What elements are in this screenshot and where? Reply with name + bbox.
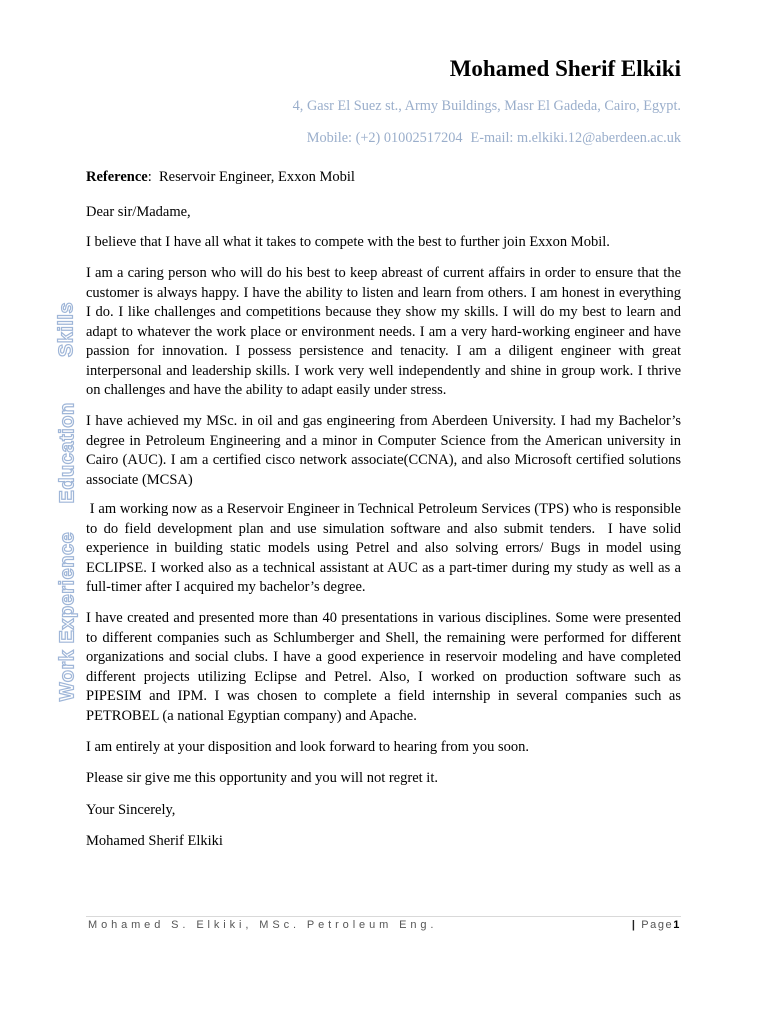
footer-author: Mohamed S. Elkiki, MSc. Petroleum Eng. [88, 919, 438, 931]
salutation: Dear sir/Madame, [86, 204, 191, 220]
intro-paragraph: I believe that I have all what it takes to compete with the best to further join Exxon Mobil. [86, 234, 610, 250]
reference-line: Reference: Reservoir Engineer, Exxon Mobil [86, 169, 355, 185]
footer-page-word: Page [641, 919, 674, 931]
education-paragraph: I have achieved my MSc. in oil and gas engineering from Aberdeen University. I had my Bachelor’s degree in Petroleum Engineering and a minor in Computer Science from the American university in Cairo (AUC). I am a certified cisco network associate(CCNA), and also Microsoft certified solutions associate (MCSA) [86, 413, 681, 488]
closing: Your Sincerely, [86, 802, 176, 818]
opportunity-paragraph: Please sir give me this opportunity and you will not regret it. [86, 770, 438, 786]
email-address: E-mail: m.elkiki.12@aberdeen.ac.uk [470, 130, 681, 146]
contact-line [307, 130, 681, 147]
reference-value: Reservoir Engineer, Exxon Mobil [159, 169, 355, 185]
applicant-name: Mohamed Sherif Elkiki [449, 56, 681, 81]
side-label-skills: Skills [55, 301, 78, 358]
footer-divider [86, 916, 681, 917]
skills-paragraph: I am a caring person who will do his best to keep abreast of current affairs in order to ensure that the customer is always happy. I have the ability to listen and learn from others. I am honest in everything I do. I like challenges and competitions because they show my skills. I will do my best to learn and adapt to whatever the work place or environment needs. I am a very hard-working engineer and have passion for innovation. I possess persistence and tenacity. I am a diligent engineer with great interpersonal and leadership skills. I work very well independently and shine in group work. I thrive on challenges and have the ability to adapt easily under stress. [86, 265, 681, 398]
mobile-number: Mobile: (+2) 01002517204 [306, 130, 463, 146]
presentations-paragraph: I have created and presented more than 40 presentations in various disciplines. Some were presented to different companies such as Schlumberger and Shell, the remaining were performed for different organizations and social clubs. I have a good experience in reservoir modeling and have completed different projects utilizing Eclipse and Petrel. Also, I worked on production software such as PIPESIM and IPM. I was chosen to complete a field internship in several companies such as PETROBEL (a national Egyptian company) and Apache. [86, 610, 681, 724]
address-line: 4, Gasr El Suez st., Army Buildings, Masr El Gadeda, Cairo, Egypt. [292, 98, 681, 114]
footer-separator: | [631, 919, 637, 931]
reference-label: Reference [86, 169, 148, 185]
footer-page-number: 1 [673, 919, 681, 931]
footer-page-info [632, 919, 681, 931]
side-label-education: Education [56, 402, 79, 504]
signature: Mohamed Sherif Elkiki [86, 833, 223, 849]
side-label-work-experience: Work Experience [56, 531, 79, 702]
work-paragraph: I am working now as a Reservoir Engineer in Technical Petroleum Services (TPS) who is responsible to do field development plan and use simulation software and also submit tenders. I have solid experience in building static models using Petrel and also solving errors/ Bugs in model using ECLIPSE. I worked also as a technical assistant at AUC as a part-timer during my study as well as a full-timer after I acquired my bachelor’s degree. [86, 501, 685, 595]
disposition-paragraph: I am entirely at your disposition and look forward to hearing from you soon. [86, 739, 529, 755]
